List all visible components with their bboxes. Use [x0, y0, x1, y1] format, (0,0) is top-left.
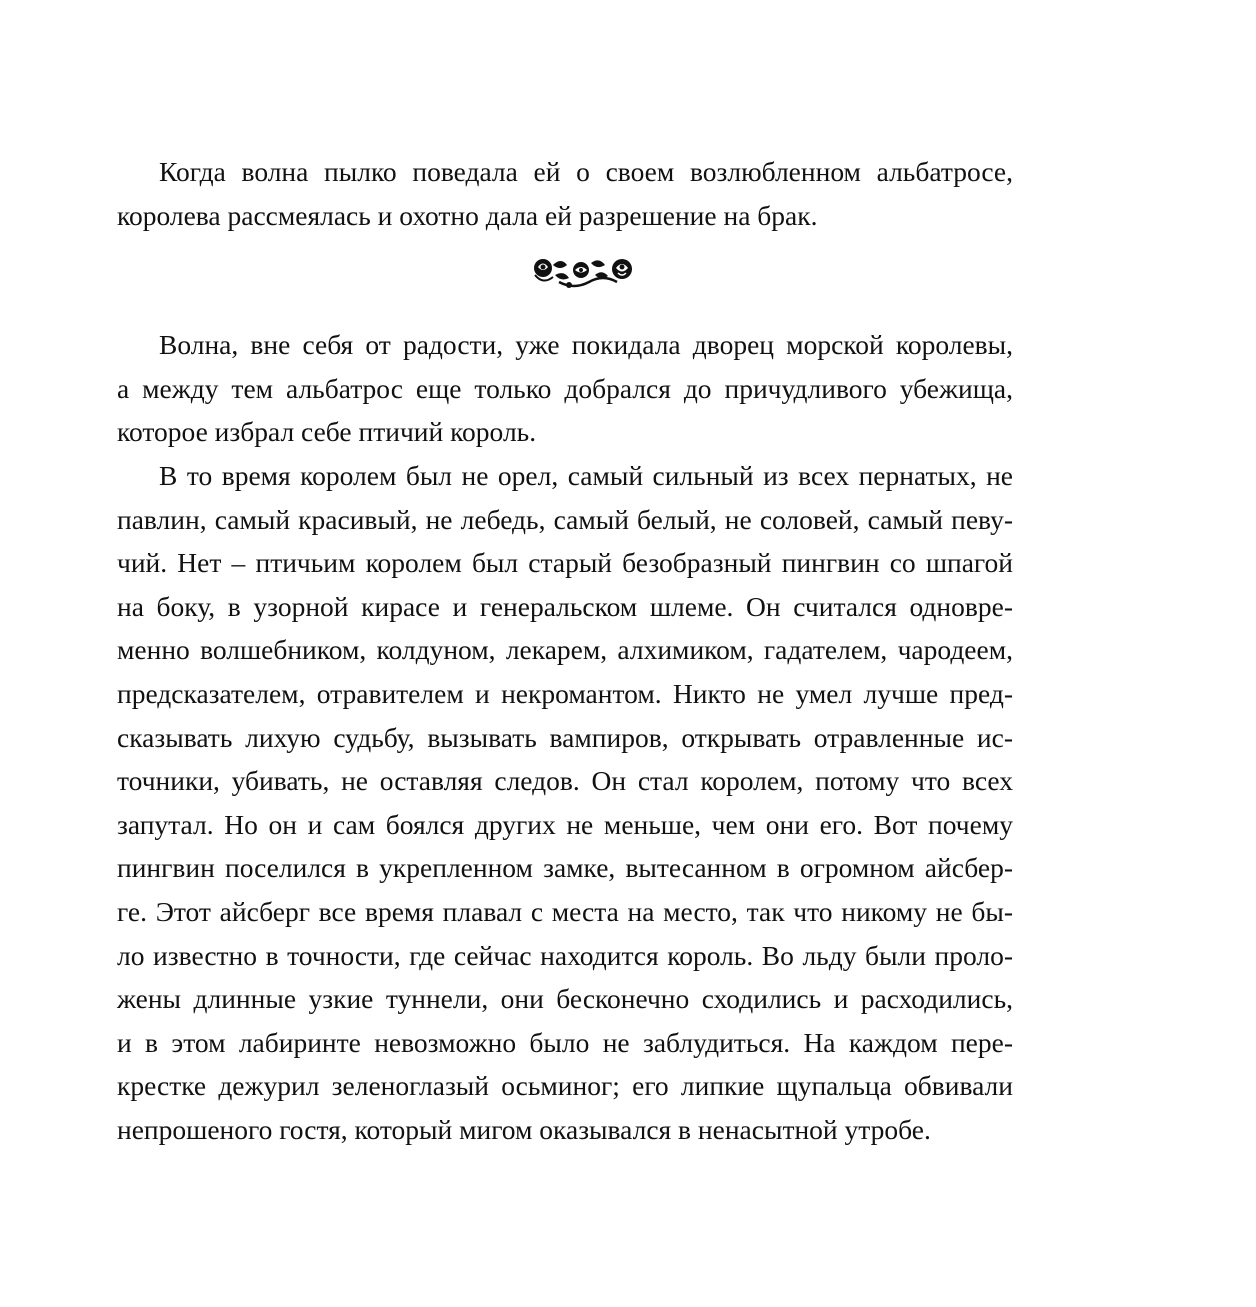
paragraph-3 [117, 454, 1013, 1152]
section-divider [117, 237, 1013, 323]
text-line: ге. Этот айсберг все время плавал с места на место, так что никому не бы- [117, 895, 1013, 927]
text-line: В то время королем был не орел, самый сильный из всех пернатых, не [159, 459, 1013, 491]
text-line: павлин, самый красивый, не лебедь, самый белый, не соловей, самый певу- [117, 503, 1013, 535]
text-line: предсказателем, отравителем и некромантом. Никто не умел лучше пред- [117, 677, 1013, 709]
text-line: непрошеного гостя, который мигом оказывался в ненасытной утробе. [117, 1113, 931, 1145]
text-line: королева рассмеялась и охотно дала ей разрешение на брак. [117, 199, 818, 231]
paragraph-2 [117, 323, 1013, 454]
text-line: запутал. Но он и сам боялся других не меньше, чем они его. Вот почему [117, 808, 1013, 840]
text-line: точники, убивать, не оставляя следов. Он стал королем, потому что всех [117, 765, 1013, 797]
text-line: а между тем альбатрос еще только добрался до причудливого убежища, [117, 372, 1013, 404]
text-line: и в этом лабиринте невозможно было не заблудиться. На каждом пере- [117, 1026, 1013, 1058]
text-line: ло известно в точности, где сейчас находится король. Во льду были проло- [117, 939, 1013, 971]
text-line: жены длинные узкие туннели, они бесконечно сходились и расходились, [117, 983, 1013, 1015]
book-page [117, 150, 1013, 1151]
text-line: сказывать лихую судьбу, вызывать вампиров, открывать отравленные ис- [117, 721, 1013, 753]
text-line: пингвин поселился в укрепленном замке, вытесанном в огромном айсбер- [117, 852, 1013, 884]
text-line: крестке дежурил зеленоглазый осьминог; его липкие щупальца обвивали [117, 1070, 1013, 1102]
paragraph-1 [117, 150, 1013, 237]
text-line: чий. Нет – птичьим королем был старый безобразный пингвин со шпагой [117, 547, 1013, 579]
text-line: менно волшебником, колдуном, лекарем, алхимиком, гадателем, чародеем, [117, 634, 1013, 666]
text-line: на боку, в узорной кирасе и генеральском шлеме. Он считался одновре- [117, 590, 1013, 622]
text-line: которое избрал себе птичий король. [117, 416, 537, 448]
text-line: Когда волна пылко поведала ей о своем возлюбленном альбатросе, [159, 156, 1013, 187]
floral-vignette-icon [529, 255, 639, 289]
text-line: Волна, вне себя от радости, уже покидала дворец морской королевы, [159, 329, 1013, 361]
